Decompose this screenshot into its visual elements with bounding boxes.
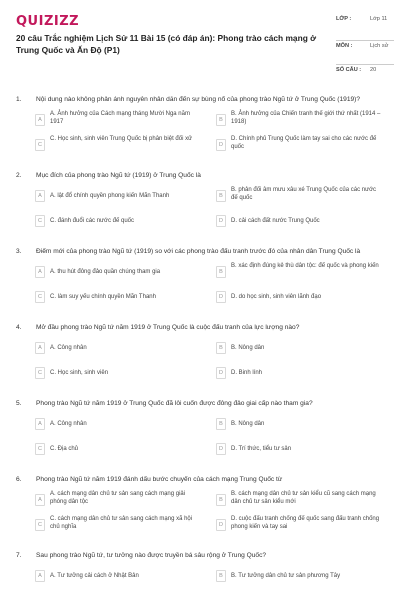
option-letter-box: D bbox=[216, 443, 226, 455]
question-list bbox=[10, 92, 390, 599]
subject-label: MÔN : bbox=[336, 43, 353, 49]
option-letter-box: D bbox=[216, 367, 226, 379]
options-grid bbox=[34, 110, 384, 157]
answer-option-b[interactable] bbox=[215, 566, 385, 588]
option-text: B. cách mạng dân chủ tư sản kiểu cũ sang cách mạng dân chủ tư sản kiểu mới bbox=[231, 491, 376, 505]
question-item bbox=[10, 244, 390, 309]
question-text: Phong trào Ngũ tứ năm 1919 ở Trung Quốc đã lôi cuốn được đông đảo giai cấp nào tham gia? bbox=[36, 400, 313, 407]
answer-option-a[interactable] bbox=[34, 338, 204, 360]
options-row bbox=[34, 363, 384, 385]
question-header bbox=[10, 168, 390, 186]
option-letter-box: A bbox=[35, 114, 45, 126]
option-letter-box: C bbox=[35, 215, 45, 227]
question-header bbox=[10, 320, 390, 338]
option-letter-box: A bbox=[35, 494, 45, 506]
question-text: Mở đầu phong trào Ngũ tứ năm 1919 ở Trung Quốc là cuộc đấu tranh của lực lượng nào? bbox=[36, 324, 300, 331]
option-letter-box: C bbox=[35, 291, 45, 303]
question-item bbox=[10, 396, 390, 461]
options-grid bbox=[34, 186, 384, 233]
options-row bbox=[34, 287, 384, 309]
option-letter-box: B bbox=[216, 266, 226, 278]
option-text: A. cách mạng dân chủ tư sản sang cách mạng giải phóng dân tộc bbox=[50, 491, 186, 505]
answer-option-d[interactable] bbox=[215, 515, 385, 537]
option-letter-box: D bbox=[216, 215, 226, 227]
option-text: B. Nông dân bbox=[231, 345, 265, 351]
option-letter-box: B bbox=[216, 418, 226, 430]
answer-option-a[interactable] bbox=[34, 490, 204, 512]
count-value: 20 bbox=[370, 67, 377, 73]
option-text: A. lật đổ chính quyền phong kiến Mãn Thanh bbox=[50, 193, 170, 199]
options-row bbox=[34, 211, 384, 233]
answer-option-d[interactable] bbox=[215, 363, 385, 385]
options-row bbox=[34, 338, 384, 360]
options-row bbox=[34, 110, 384, 132]
option-text: C. Học sinh, sinh viên bbox=[50, 370, 109, 376]
options-row bbox=[34, 186, 384, 208]
option-text: B. Tư tưởng dân chủ tư sản phương Tây bbox=[231, 573, 341, 579]
options-row bbox=[34, 566, 384, 588]
option-letter-box: C bbox=[35, 139, 45, 151]
options-row bbox=[34, 135, 384, 157]
option-text: B. phản đối âm mưu xâu xé Trung Quốc của các nước đế quốc bbox=[231, 187, 377, 201]
question-number: 4. bbox=[16, 324, 22, 331]
question-item bbox=[10, 168, 390, 233]
option-text: C. Địa chủ bbox=[50, 446, 79, 452]
option-letter-box: D bbox=[216, 139, 226, 151]
answer-option-b[interactable] bbox=[215, 490, 385, 512]
option-text: D. Trí thức, tiểu tư sản bbox=[231, 446, 292, 452]
answer-option-c[interactable] bbox=[34, 287, 204, 309]
option-text: C. đánh đuổi các nước đế quốc bbox=[50, 218, 135, 224]
answer-option-a[interactable] bbox=[34, 414, 204, 436]
option-text: C. làm suy yếu chính quyền Mãn Thanh bbox=[50, 294, 156, 300]
option-letter-box: B bbox=[216, 494, 226, 506]
question-header bbox=[10, 548, 390, 566]
question-number: 3. bbox=[16, 248, 22, 255]
answer-option-b[interactable] bbox=[215, 262, 385, 284]
answer-option-a[interactable] bbox=[34, 262, 204, 284]
option-text: A. thu hút đông đảo quần chúng tham gia bbox=[50, 269, 161, 275]
options-row bbox=[34, 439, 384, 461]
option-text: A. Công nhân bbox=[50, 345, 87, 351]
option-letter-box: B bbox=[216, 190, 226, 202]
question-item bbox=[10, 548, 390, 588]
question-header bbox=[10, 244, 390, 262]
option-letter-box: C bbox=[35, 367, 45, 379]
answer-option-b[interactable] bbox=[215, 186, 385, 208]
option-letter-box: C bbox=[35, 519, 45, 531]
answer-option-a[interactable] bbox=[34, 566, 204, 588]
option-letter-box: A bbox=[35, 418, 45, 430]
option-text: C. cách mạng dân chủ tư sản sang cách mạng xã hội chủ nghĩa bbox=[50, 516, 193, 530]
count-label: SỐ CÂU : bbox=[336, 67, 362, 73]
meta-panel bbox=[336, 16, 394, 85]
question-number: 6. bbox=[16, 476, 22, 483]
options-grid bbox=[34, 566, 384, 588]
option-text: C. Học sinh, sinh viên Trung Quốc bị phân biệt đối xử bbox=[50, 136, 193, 142]
options-grid bbox=[34, 490, 384, 537]
question-header bbox=[10, 396, 390, 414]
question-number: 2. bbox=[16, 172, 22, 179]
options-grid bbox=[34, 414, 384, 461]
document-header bbox=[10, 10, 390, 85]
options-row bbox=[34, 490, 384, 512]
answer-option-a[interactable] bbox=[34, 110, 204, 132]
class-label: LỚP : bbox=[336, 16, 352, 22]
meta-class bbox=[336, 16, 394, 43]
meta-subject bbox=[336, 43, 394, 67]
answer-option-d[interactable] bbox=[215, 439, 385, 461]
option-text: D. do học sinh, sinh viên lãnh đạo bbox=[231, 294, 322, 300]
answer-option-b[interactable] bbox=[215, 414, 385, 436]
question-text: Mục đích của phong trào Ngũ tứ (1919) ở Trung Quốc là bbox=[36, 172, 201, 179]
answer-option-c[interactable] bbox=[34, 363, 204, 385]
answer-option-d[interactable] bbox=[215, 287, 385, 309]
option-letter-box: D bbox=[216, 519, 226, 531]
divider bbox=[336, 64, 394, 65]
question-header bbox=[10, 92, 390, 110]
option-text: B. Nông dân bbox=[231, 421, 265, 427]
option-text: A. Tư tưởng cải cách ở Nhật Bản bbox=[50, 573, 139, 579]
answer-option-c[interactable] bbox=[34, 439, 204, 461]
option-letter-box: D bbox=[216, 291, 226, 303]
option-text: A. Công nhân bbox=[50, 421, 87, 427]
question-header bbox=[10, 472, 390, 490]
option-letter-box: A bbox=[35, 342, 45, 354]
question-number: 1. bbox=[16, 96, 22, 103]
option-letter-box: C bbox=[35, 443, 45, 455]
option-text: A. Ảnh hưởng của Cách mạng tháng Mười Nga năm 1917 bbox=[50, 111, 190, 125]
option-letter-box: A bbox=[35, 190, 45, 202]
options-row bbox=[34, 262, 384, 284]
subject-value: Lịch sử bbox=[370, 43, 389, 49]
answer-option-c[interactable] bbox=[34, 211, 204, 233]
option-letter-box: B bbox=[216, 570, 226, 582]
options-grid bbox=[34, 338, 384, 385]
question-number: 5. bbox=[16, 400, 22, 407]
question-item bbox=[10, 472, 390, 537]
meta-count bbox=[336, 67, 394, 85]
option-text: D. Chính phủ Trung Quốc làm tay sai cho các nước đế quốc bbox=[231, 136, 377, 150]
option-text: B. Ảnh hưởng của Chiến tranh thế giới thứ nhất (1914 – 1918) bbox=[231, 111, 381, 125]
option-text: D. Binh lính bbox=[231, 370, 263, 376]
answer-option-c[interactable] bbox=[34, 515, 204, 537]
question-text: Phong trào Ngũ tứ năm 1919 đánh dấu bước chuyển của cách mạng Trung Quốc từ bbox=[36, 476, 283, 483]
options-row bbox=[34, 414, 384, 436]
question-number: 7. bbox=[16, 552, 22, 559]
question-text: Nội dung nào không phản ánh nguyên nhân dẫn đến sự bùng nổ của phong trào Ngũ tứ ở Trung Quốc (1919)? bbox=[36, 96, 361, 103]
option-letter-box: A bbox=[35, 266, 45, 278]
class-value: Lớp 11 bbox=[370, 16, 388, 22]
options-row bbox=[34, 515, 384, 537]
page-fade bbox=[0, 586, 400, 600]
answer-option-b[interactable] bbox=[215, 110, 385, 132]
question-item bbox=[10, 92, 390, 157]
option-letter-box: B bbox=[216, 114, 226, 126]
question-item bbox=[10, 320, 390, 385]
answer-option-c[interactable] bbox=[34, 135, 204, 157]
option-text: D. cuộc đấu tranh chống đế quốc sang đấu tranh chống phong kiến và tay sai bbox=[231, 516, 380, 530]
option-text: B. xác định đúng kẻ thù dân tộc: đế quốc và phong kiến bbox=[231, 263, 379, 269]
divider bbox=[336, 40, 394, 41]
answer-option-d[interactable] bbox=[215, 135, 385, 157]
question-text: Sau phong trào Ngũ tứ, tư tưởng nào được truyền bá sâu rộng ở Trung Quốc? bbox=[36, 552, 267, 559]
option-letter-box: A bbox=[35, 570, 45, 582]
quizizz-logo: QUIZIZZ bbox=[16, 14, 80, 29]
question-text: Điểm mới của phong trào Ngũ tứ (1919) so với các phong trào đấu tranh trước đó của nhân dân Trung Quốc là bbox=[36, 248, 361, 255]
document-title: 20 câu Trắc nghiệm Lịch Sử 11 Bài 15 (có đáp án): Phong trào cách mạng ở Trung Quốc và Ấn Độ (P1) bbox=[16, 33, 317, 55]
option-letter-box: B bbox=[216, 342, 226, 354]
answer-option-d[interactable] bbox=[215, 211, 385, 233]
answer-option-a[interactable] bbox=[34, 186, 204, 208]
option-text: D. cải cách đất nước Trung Quốc bbox=[231, 218, 320, 224]
options-grid bbox=[34, 262, 384, 309]
answer-option-b[interactable] bbox=[215, 338, 385, 360]
